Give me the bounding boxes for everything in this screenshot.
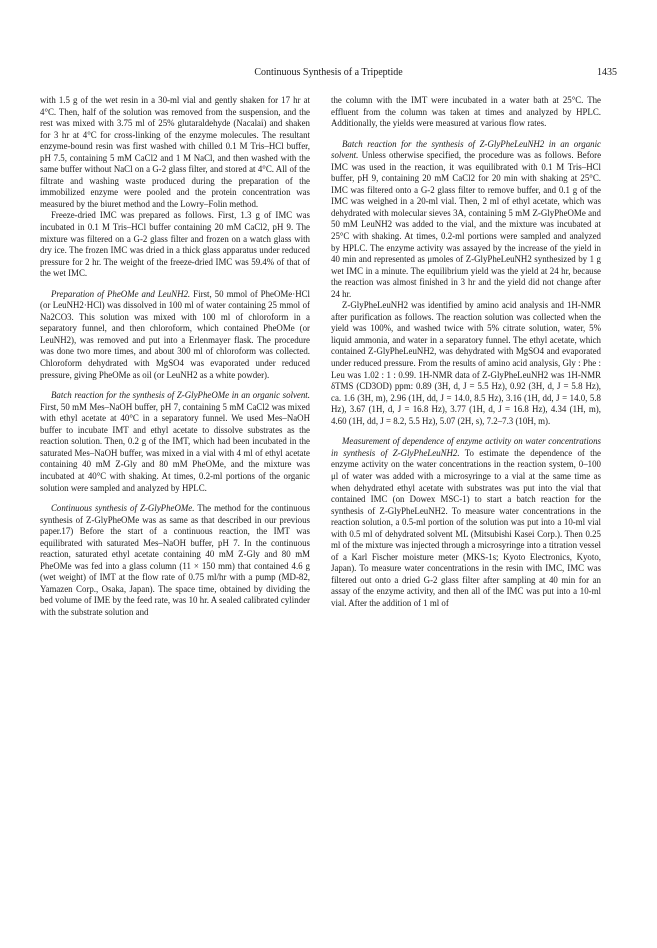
section-heading: Continuous synthesis of Z-GlyPheOMe.	[51, 503, 195, 514]
running-title: Continuous Synthesis of a Tripeptide	[254, 67, 403, 78]
paragraph-column-incubation: the column with the IMT were incubated in a water bath at 25°C. The effluent from the column was taken at times and analyzed by HPLC. Additionally, the yields were measured at various flow rates.	[331, 95, 601, 129]
section-batch-z-glypheleunh2	[331, 139, 601, 301]
paragraph-resin-crosslinking: with 1.5 g of the wet resin in a 30-ml vial and gently shaken for 17 hr at 4°C. Then, half of the solution was removed from the suspension, and the rest was mixed with 3.75 ml of 25% glutaraldehyde (Nacalai) and shaken for 3 hr at 4°C for cross-linking of the enzyme molecules. The resultant enzyme-bound resin was first washed with chilled 0.1 M Tris–HCl buffer, pH 7.5, containing 5 mM CaCl2 and 1 M NaCl, and then washed with the same buffer without NaCl on a G-2 glass filter, and stored at 4°C. All of the filtrate and washing waste produced during the preparation of the immobilized enzyme were pooled and the protein concentration was measured by the biuret method and the Lowry–Folin method.	[40, 95, 310, 209]
section-batch-z-glypheome	[40, 390, 310, 494]
right-column	[331, 95, 601, 610]
paragraph-freeze-dried-imc: Freeze-dried IMC was prepared as follows. First, 1.3 g of IMC was incubated in 0.1 M Tris–HCl buffer containing 20 mM CaCl2, pH 9. The mixture was filtered on a G-2 glass filter and frozen on a watch glass with dry ice. The frozen IMC was dried in a thick glass apparatus under reduced pressure for 2 hr. The weight of the freeze-dried IMC was 59.4% of that of the wet IMC.	[40, 210, 310, 279]
section-water-dependence	[331, 436, 601, 609]
paragraph-identification-nmr: Z-GlyPheLeuNH2 was identified by amino acid analysis and 1H-NMR after purification as follows. The reaction solution was collected when the yield was 100%, and washed twice with 5% citrate solution, water, 5% liquid ammonia, and water in a separatory funnel. The ethyl acetate, which contained Z-GlyPheLeuNH2, was dehydrated with MgSO4 and evaporated under reduced pressure. From the results of amino acid analysis, Gly : Phe : Leu was 1.02 : 1 : 0.99. 1H-NMR data of Z-GlyPheLeuNH2 was 1H-NMR δTMS (CD3OD) ppm: 0.89 (3H, d, J = 5.5 Hz), 0.92 (3H, d, J = 5.8 Hz), ca. 1.6 (3H, m), 2.96 (1H, dd, J = 14.0, 8.5 Hz), 3.16 (1H, dd, J = 14.0, 5.8 Hz), 3.67 (1H, d, J = 16.8 Hz), 3.77 (1H, d, J = 16.8 Hz), 4.34 (1H, m), 4.60 (1H, dd, J = 8.2, 5.5 Hz), 5.07 (2H, s), 7.2–7.3 (10H, m).	[331, 300, 601, 426]
section-heading: Batch reaction for the synthesis of Z-GlyPheLeuNH2 in an organic solvent.	[331, 138, 601, 161]
page-number: 1435	[597, 67, 617, 78]
section-heading: Batch reaction for the synthesis of Z-GlyPheOMe in an organic solvent.	[51, 390, 310, 401]
section-body: First, 50 mmol of PheOMe·HCl (or LeuNH2·HCl) was dissolved in 100 ml of water containing 25 mmol of Na2CO3. This solution was mixed with 100 ml of chloroform in a separatory funnel, and then chloroform, which contained PheOMe (or LeuNH2), was removed and put into a Erlenmayer flask. The procedure was done two more times, and about 300 ml of chloroform was collected. Chloroform dehydrated with MgSO4 was evaporated under reduced pressure, giving PheOMe as oil (or LeuNH2 as a white powder).	[40, 288, 310, 380]
page-header	[40, 66, 617, 80]
section-continuous-synthesis	[40, 503, 310, 618]
section-body: The method for the continuous synthesis of Z-GlyPheOMe was as same as that described in our previous paper.17) Before the start of a continuous reaction, the IMT was equilibrated with saturated Mes–NaOH buffer, pH 7. In the continuous reaction, saturated ethyl acetate containing 40 mM Z-Gly and 80 mM PheOMe was fed into a glass column (11 × 150 mm) that contained 4.6 g (wet weight) of IMT at the flow rate of 0.75 ml/hr with a pump (MD-82, Yamazen Corp., Osaka, Japan). The space time, obtained by dividing the bed volume of IME by the feed rate, was 10 hr. A sealed calibrated cylinder with the substrate solution and	[40, 503, 310, 617]
section-heading: Preparation of PheOMe and LeuNH2.	[51, 288, 191, 299]
section-preparation-pheome	[40, 289, 310, 381]
section-body: First, 50 mM Mes–NaOH buffer, pH 7, containing 5 mM CaCl2 was mixed with ethyl acetate at 40°C in a separatory funnel. We used Mes–NaOH buffer to incubate IMT and ethyl acetate to dissolve substrates as the reaction solution. Then, 0.2 g of the IMT, which had been incubated in the saturated Mes–NaOH buffer, was mixed in a vial with 4 ml of ethyl acetate containing 40 mM Z-Gly and 80 mM PheOMe, and the mixture was incubated at 40°C with shaking. At times, 0.2-ml portions of the organic solution were sampled and analyzed by HPLC.	[40, 401, 310, 493]
section-heading: Measurement of dependence of enzyme activity on water concentrations in synthesis of Z-GlyPheLeuNH2.	[331, 436, 601, 458]
left-column	[40, 95, 310, 619]
section-body: To estimate the dependence of the enzyme activity on the water concentrations in the reaction system, 0–100 μl of water was added with a microsyringe to a vial at the same time as when dehydrated ethyl acetate with substrates was put into the vial that contained IMC (on Dowex MSC-1) to start a batch reaction for the synthesis of Z-GlyPheLeuNH2. To measure water concentrations in the reaction solution, a 0.5-ml portion of the solution was put into a 10-ml vial with 0.5 ml of dehydrated solvent ML (Mitsubishi Kasei Corp.). Then 0.25 ml of the mixture was injected through a microsyringe into a titration vessel of a Karl Fischer moisture meter (MKS-1s; Kyoto Electronics, Kyoto, Japan). To measure water concentrations in the resin with IMC, IMC was filtered out onto a dried G-2 glass filter after sampling at 40 min for an assay of the enzyme activity, and then all of the IMC was put into a 10-ml vial. After the addition of 1 ml of	[331, 447, 601, 608]
section-body: Unless otherwise specified, the procedure was as follows. Before IMC was used in the reaction, it was equilibrated with 0.1 M Tris–HCl buffer, pH 9, containing 20 mM CaCl2 for 20 min with shaking at 25°C. IMC was filtered onto a G-2 glass filter to remove buffer, and 0.1 g of the IMC was weighed in a 20-ml vial. Then, 2 ml of ethyl acetate, which was dehydrated with molecular sieves 3A, containing 5 mM Z-GlyPheOMe and 50 mM LeuNH2 was added to the vial, and the mixture was incubated at 25°C with shaking. At times, 0.2-ml portions were sampled and analyzed by HPLC. The enzyme activity was assayed by the increase of the yield in 40 min and represented as μmoles of Z-GlyPheLeuNH2 synthesized by 1 g wet IMC in a minute. The equilibrium yield was the yield at 24 hr, because the reaction was almost finished in 3 hr and the yield did not change after 24 hr.	[331, 150, 602, 299]
